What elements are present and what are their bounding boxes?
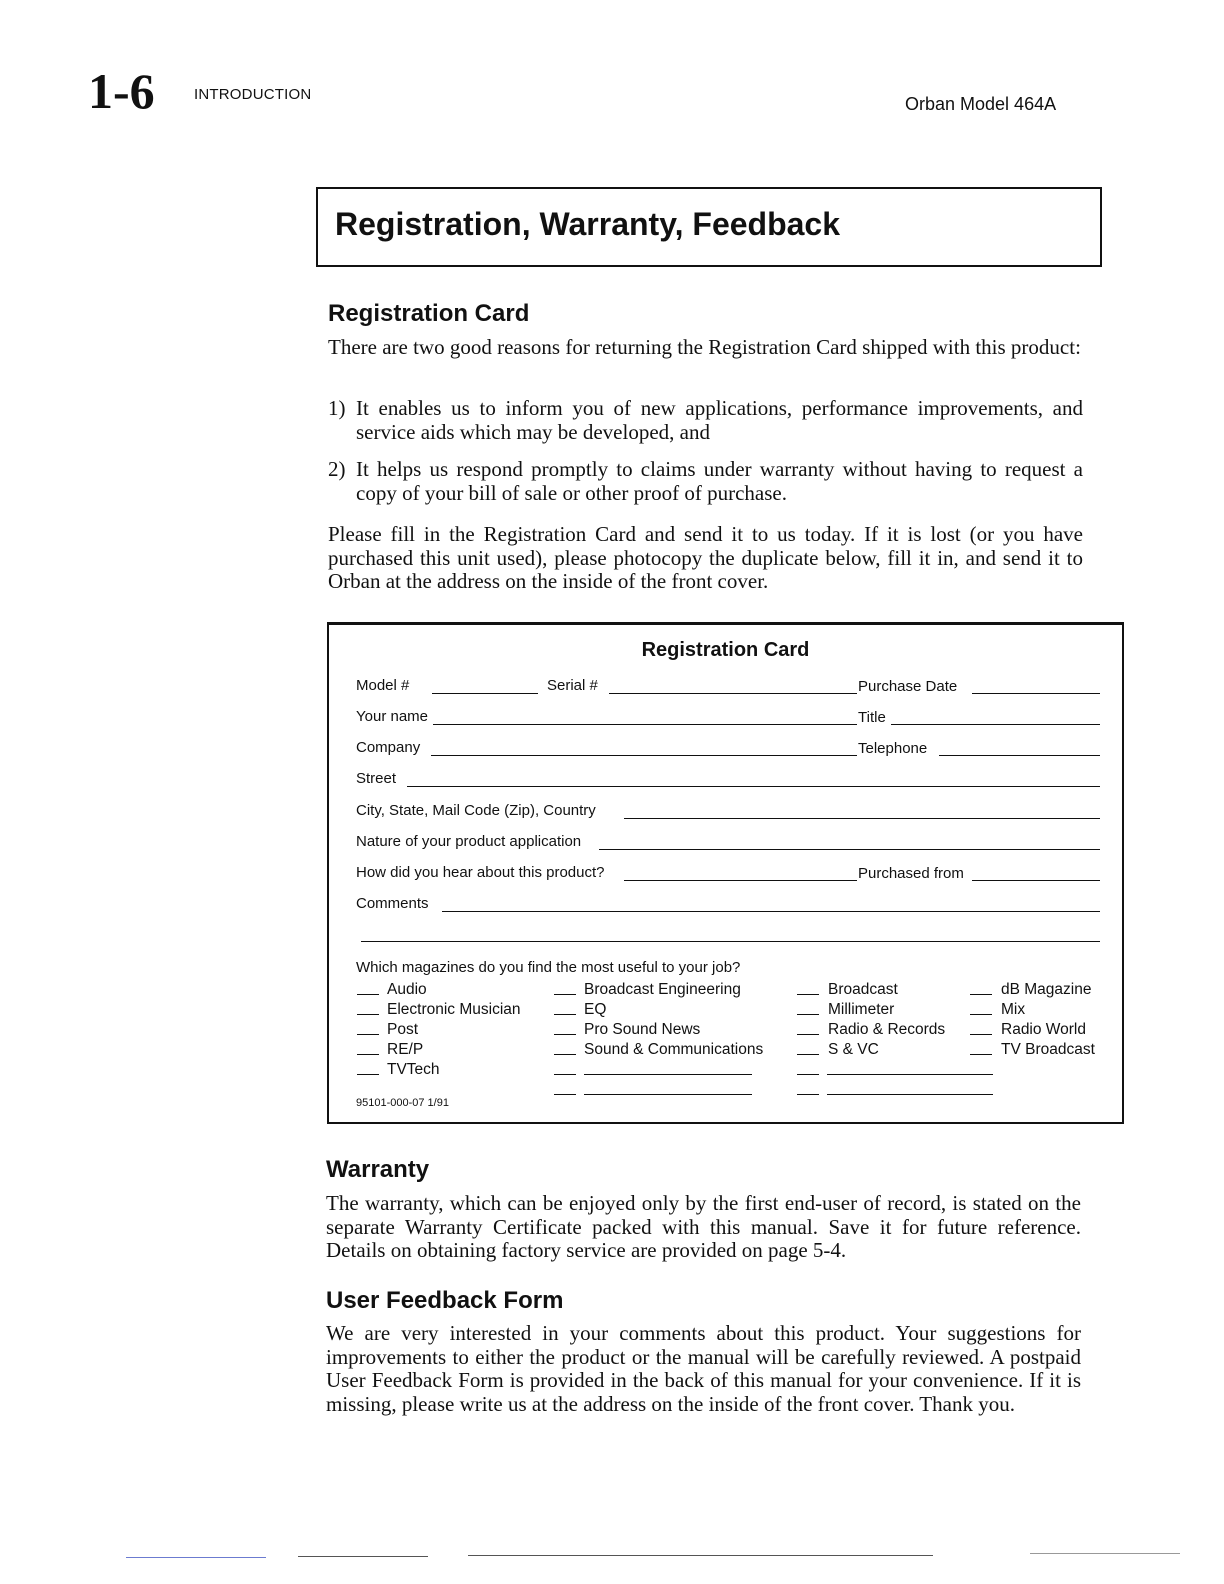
magazine-option: Electronic Musician — [387, 1001, 521, 1018]
magazine-option: dB Magazine — [1001, 981, 1092, 998]
magazine-option: EQ — [584, 1001, 607, 1018]
company-field[interactable] — [431, 755, 857, 756]
model-label: Model # — [356, 677, 410, 694]
other-magazine-field[interactable] — [584, 1094, 752, 1095]
registration-intro: There are two good reasons for returning the Registration Card shipped with this product: — [328, 335, 1081, 359]
title-label: Title — [858, 709, 886, 726]
checkbox-blank[interactable] — [797, 1074, 819, 1075]
title-box — [316, 187, 1102, 267]
other-magazine-field[interactable] — [827, 1094, 993, 1095]
section-label: INTRODUCTION — [194, 86, 312, 103]
list-item — [328, 397, 1083, 445]
magazine-option: TVTech — [387, 1061, 440, 1078]
checkbox-blank[interactable] — [797, 994, 819, 995]
purchased-from-label: Purchased from — [858, 865, 964, 882]
product-name: Orban Model 464A — [905, 94, 1057, 114]
magazine-option: Sound & Communications — [584, 1041, 764, 1058]
city-label: City, State, Mail Code (Zip), Country — [356, 802, 596, 819]
checkbox-blank[interactable] — [797, 1034, 819, 1035]
checkbox-blank[interactable] — [970, 1014, 992, 1015]
checkbox-blank[interactable] — [797, 1054, 819, 1055]
city-field[interactable] — [624, 818, 1100, 819]
serial-label: Serial # — [547, 677, 598, 694]
checkbox-blank[interactable] — [357, 1034, 379, 1035]
registration-closing: Please fill in the Registration Card and send it to us today. If it is lost (or you have purchased this unit used), please photocopy the duplicate below, fill it in, and send it to Orban at the address on the inside of the front cover. — [328, 522, 1083, 593]
your-name-field[interactable] — [433, 724, 857, 725]
checkbox-blank[interactable] — [357, 994, 379, 995]
checkbox-blank[interactable] — [554, 1034, 576, 1035]
checkbox-blank[interactable] — [970, 1054, 992, 1055]
checkbox-blank[interactable] — [554, 1054, 576, 1055]
hear-field[interactable] — [624, 880, 857, 881]
warranty-text: The warranty, which can be enjoyed only by the first end-user of record, is stated on the separate Warranty Certificate packed with this manual. Save it for future reference. Details on obtaining factory service are provided on page 5-4. — [326, 1191, 1081, 1262]
magazine-option: Post — [387, 1021, 419, 1038]
purchased-from-field[interactable] — [972, 880, 1100, 881]
model-field[interactable] — [432, 693, 538, 694]
other-magazine-field[interactable] — [827, 1074, 993, 1075]
checkbox-blank[interactable] — [554, 994, 576, 995]
other-magazine-field[interactable] — [584, 1074, 752, 1075]
magazine-option: Radio & Records — [828, 1021, 946, 1038]
magazine-option: Millimeter — [828, 1001, 895, 1018]
scan-artifact-line — [126, 1557, 266, 1558]
magazine-option: Broadcast — [828, 981, 898, 998]
magazine-option: Radio World — [1001, 1021, 1087, 1038]
purchase-date-field[interactable] — [972, 693, 1100, 694]
nature-field[interactable] — [599, 849, 1100, 850]
checkbox-blank[interactable] — [357, 1074, 379, 1075]
feedback-heading: User Feedback Form — [326, 1287, 564, 1314]
scan-artifact-line — [1030, 1553, 1180, 1554]
checkbox-blank[interactable] — [554, 1014, 576, 1015]
magazine-option: RE/P — [387, 1041, 424, 1058]
telephone-label: Telephone — [858, 740, 928, 757]
serial-field[interactable] — [609, 693, 857, 694]
checkbox-blank[interactable] — [970, 994, 992, 995]
checkbox-blank[interactable] — [554, 1074, 576, 1075]
magazine-option: Mix — [1001, 1001, 1026, 1018]
nature-label: Nature of your product application — [356, 833, 582, 850]
page-number: 1-6 — [88, 63, 155, 119]
scan-artifact-line — [298, 1556, 428, 1557]
page-title: Registration, Warranty, Feedback — [335, 206, 841, 242]
list-item — [328, 458, 1083, 506]
checkbox-blank[interactable] — [554, 1094, 576, 1095]
registration-card-form — [327, 622, 1124, 1124]
feedback-text: We are very interested in your comments about this product. Your suggestions for improvements to either the product or the manual will be carefully reviewed. A postpaid User Feedback Form is provided in the back of this manual for your convenience. If it is missing, please write us at the address on the inside of the front cover. Thank you. — [326, 1321, 1081, 1416]
purchase-date-label: Purchase Date — [858, 678, 958, 695]
checkbox-blank[interactable] — [357, 1054, 379, 1055]
comments-field[interactable] — [442, 911, 1100, 912]
warranty-heading: Warranty — [326, 1156, 430, 1183]
comments-field-line-2[interactable] — [361, 941, 1100, 942]
checkbox-blank[interactable] — [797, 1014, 819, 1015]
magazine-option: Broadcast Engineering — [584, 981, 741, 998]
card-form-code: 95101-000-07 1/91 — [356, 1097, 449, 1109]
magazine-option: Audio — [387, 981, 427, 998]
street-label: Street — [356, 770, 397, 787]
magazine-option: TV Broadcast — [1001, 1041, 1095, 1058]
list-number: 1) — [328, 396, 346, 420]
magazines-question: Which magazines do you find the most useful to your job? — [356, 959, 741, 976]
scan-artifact-line — [468, 1555, 933, 1556]
card-title: Registration Card — [641, 639, 810, 661]
list-number: 2) — [328, 457, 346, 481]
magazine-option: Pro Sound News — [584, 1021, 701, 1038]
telephone-field[interactable] — [939, 755, 1100, 756]
company-label: Company — [356, 739, 421, 756]
checkbox-blank[interactable] — [970, 1034, 992, 1035]
registration-heading: Registration Card — [328, 300, 530, 327]
list-text: It enables us to inform you of new applications, performance improvements, and service aids which may be developed, and — [356, 396, 1083, 444]
list-text: It helps us respond promptly to claims under warranty without having to request a copy of your bill of sale or other proof of purchase. — [356, 457, 1083, 505]
street-field[interactable] — [407, 786, 1100, 787]
your-name-label: Your name — [356, 708, 428, 725]
magazine-option: S & VC — [828, 1041, 879, 1058]
checkbox-blank[interactable] — [357, 1014, 379, 1015]
hear-label: How did you hear about this product? — [356, 864, 605, 881]
comments-label: Comments — [356, 895, 429, 912]
title-field[interactable] — [891, 724, 1100, 725]
checkbox-blank[interactable] — [797, 1094, 819, 1095]
